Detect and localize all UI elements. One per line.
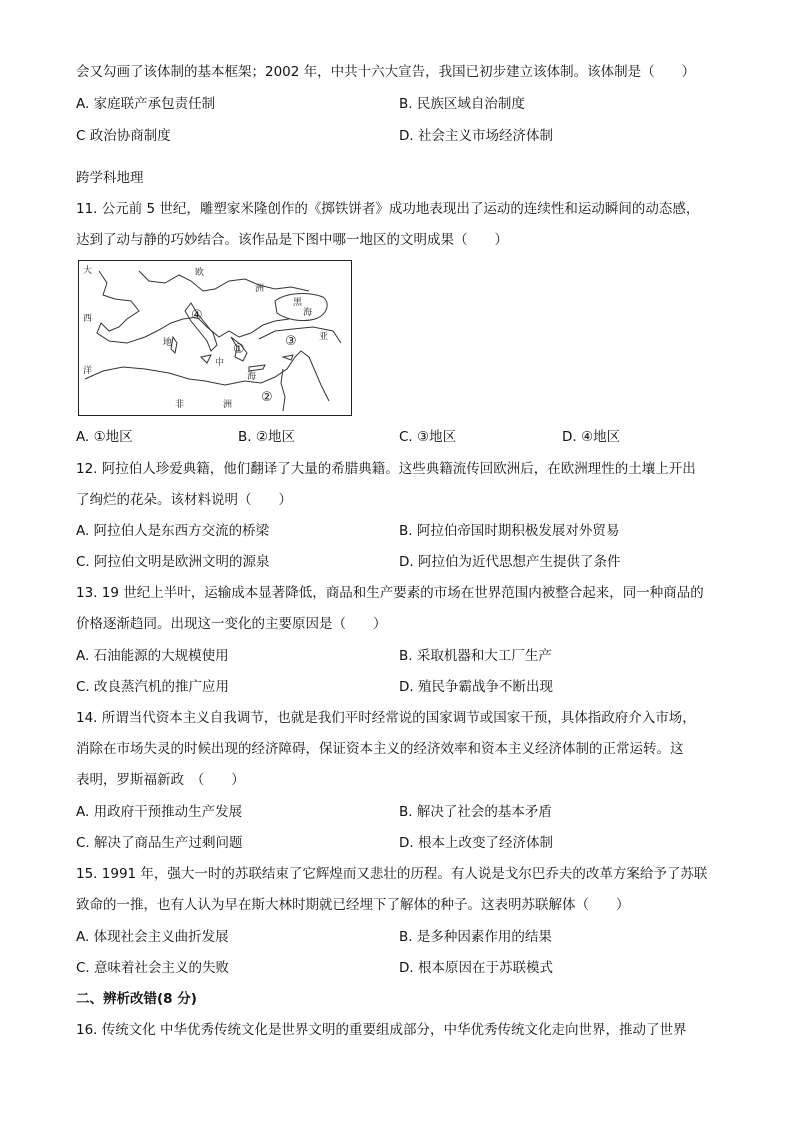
mediterranean-map xyxy=(78,260,352,416)
q15-option-d: D. 根本原因在于苏联模式 xyxy=(399,960,553,976)
africa-coast xyxy=(85,351,329,401)
crete xyxy=(249,365,265,371)
label-zhou-eu: 洲 xyxy=(255,284,265,294)
q11-stem-line2: 达到了动与静的巧妙结合。该作品是下图中哪一地区的文明成果（ ） xyxy=(76,232,508,248)
q12-option-b: B. 阿拉伯帝国时期积极发展对外贸易 xyxy=(399,523,620,539)
q11-option-b: B. ②地区 xyxy=(238,429,295,445)
q15-option-b: B. 是多种因素作用的结果 xyxy=(399,929,552,945)
europe-north xyxy=(139,271,309,291)
label-yang: 洋 xyxy=(83,366,93,376)
nile xyxy=(281,369,285,411)
q11-option-c: C. ③地区 xyxy=(399,429,457,445)
label-hei: 黑 xyxy=(293,298,303,308)
label-ou: 欧 xyxy=(195,268,205,278)
label-zhou-af: 洲 xyxy=(223,400,233,410)
q13-option-d: D. 殖民争霸战争不断出现 xyxy=(399,679,553,695)
q11-option-a: A. ①地区 xyxy=(76,429,133,445)
q15-option-a: A. 体现社会主义曲折发展 xyxy=(76,929,229,945)
q10-option-d: D. 社会主义市场经济体制 xyxy=(399,128,553,144)
q13-option-a: A. 石油能源的大规模使用 xyxy=(76,648,229,664)
q15-stem-line1: 15. 1991 年，强大一时的苏联结束了它辉煌而又悲壮的历程。有人说是戈尔巴乔夫的改革方案给予了苏联 xyxy=(76,866,708,882)
q11-option-d: D. ④地区 xyxy=(562,429,621,445)
q12-option-a: A. 阿拉伯人是东西方交流的桥梁 xyxy=(76,523,270,539)
marker-1: ① xyxy=(233,342,245,357)
q13-option-b: B. 采取机器和大工厂生产 xyxy=(399,648,552,664)
section-cross-discipline: 跨学科地理 xyxy=(76,170,144,186)
section-two-heading: 二、辨析改错(8 分) xyxy=(76,991,197,1007)
q13-option-c: C. 改良蒸汽机的推广应用 xyxy=(76,679,230,695)
q10-option-b: B. 民族区域自治制度 xyxy=(399,96,525,112)
q14-option-b: B. 解决了社会的基本矛盾 xyxy=(399,804,552,820)
label-di: 地 xyxy=(163,338,173,348)
q13-stem-line2: 价格逐渐趋同。出现这一变化的主要原因是（ ） xyxy=(76,616,387,632)
cyprus xyxy=(283,355,293,360)
q11-stem-line1: 11. 公元前 5 世纪，雕塑家米隆创作的《掷铁饼者》成功地表现出了运动的连续性和运动瞬间的动态感， xyxy=(76,201,700,217)
marker-4: ④ xyxy=(191,308,203,323)
q14-option-d: D. 根本上改变了经济体制 xyxy=(399,835,553,851)
q15-stem-line2: 致命的一推，也有人认为早在斯大林时期就已经埋下了解体的种子。这表明苏联解体（ ） xyxy=(76,897,630,913)
label-da: 大 xyxy=(83,266,93,276)
q14-option-c: C. 解决了商品生产过剩问题 xyxy=(76,835,243,851)
q14-stem-line1: 14. 所谓当代资本主义自我调节，也就是我们平时经常说的国家调节或国家干预，具体指政府介入市场， xyxy=(76,710,696,726)
anatolia xyxy=(259,327,341,343)
q14-stem-line2: 消除在市场失灵的时候出现的经济障碍，保证资本主义的经济效率和资本主义经济体制的正常运转。这 xyxy=(76,741,684,757)
q12-stem-line2: 了绚烂的花朵。该材料说明（ ） xyxy=(76,492,292,508)
sicily xyxy=(201,355,211,363)
q14-option-a: A. 用政府干预推动生产发展 xyxy=(76,804,243,820)
label-hai-med: 海 xyxy=(247,372,257,382)
label-hai-black: 海 xyxy=(303,308,313,318)
q16-stem-line1: 16. 传统文化 中华优秀传统文化是世界文明的重要组成部分，中华优秀传统文化走向世界，推动了世界 xyxy=(76,1022,687,1038)
marker-2: ② xyxy=(261,390,273,405)
q14-stem-line3: 表明，罗斯福新政 （ ） xyxy=(76,772,245,788)
q12-option-c: C. 阿拉伯文明是欧洲文明的源泉 xyxy=(76,554,270,570)
label-xi: 西 xyxy=(83,314,93,324)
label-ya: 亚 xyxy=(319,332,329,342)
q10-option-c: C 政治协商制度 xyxy=(76,128,171,144)
label-zhong: 中 xyxy=(215,358,225,368)
q12-option-d: D. 阿拉伯为近代思想产生提供了条件 xyxy=(399,554,621,570)
label-fei: 非 xyxy=(175,400,185,410)
q15-option-c: C. 意味着社会主义的失败 xyxy=(76,960,230,976)
q12-stem-line1: 12. 阿拉伯人珍爱典籍，他们翻译了大量的希腊典籍。这些典籍流传回欧洲后，在欧洲理性的土壤上开出 xyxy=(76,461,696,477)
intro-line: 会又勾画了该体制的基本框架；2002 年，中共十六大宣告，我国已初步建立该体制。该体制是（ ） xyxy=(76,64,696,80)
marker-3: ③ xyxy=(285,334,297,349)
q13-stem-line1: 13. 19 世纪上半叶，运输成本显著降低，商品和生产要素的市场在世界范围内被整合起来，同一种商品的 xyxy=(76,585,704,601)
q10-option-a: A. 家庭联产承包责任制 xyxy=(76,96,216,112)
